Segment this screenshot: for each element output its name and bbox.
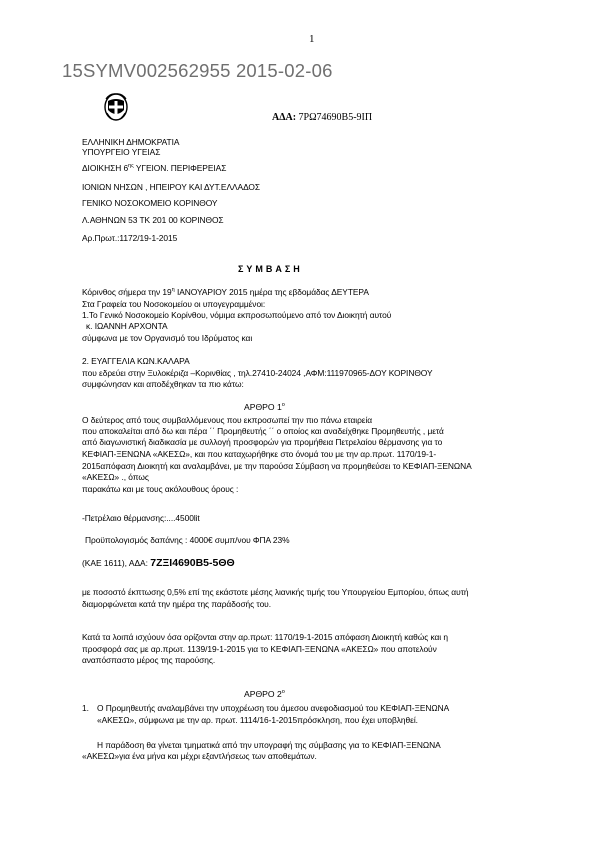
intro-line: κ. ΙΩΑΝΝΗ ΑΡΧΟΝΤΑ — [86, 321, 168, 331]
ada-label: ΑΔΑ: — [272, 112, 297, 123]
article1-line: ΚΕΦΙΑΠ-ΞΕΝΩΝΑ «ΑΚΕΣΩ», και που καταχωρήθηκε στο όνομά του με την αρ.πρωτ. 1170/19-1- — [82, 449, 437, 459]
date-line: Κόρινθος σήμερα την $19^\eta$ ΙΑΝΟΥΑΡΙΟΥ 2015 ημέρα της εβδομάδας ΔΕΥΤΕΡΑ — [82, 287, 369, 297]
discount-line: με ποσοστό έκπτωσης 0,5% επί της εκάστοτε μέσης λιανικής τιμής του Υπουργείου Εμπορίου, όπως αυτή — [82, 587, 469, 597]
validity-line: Κατά τα λοιπά ισχύουν όσα ορίζονται στην αρ.πρωτ: 1170/19-1-2015 απόφαση Διοικητή καθώς και η — [82, 632, 448, 642]
article2-heading: ΑΡΘΡΟ $2^o$ — [244, 689, 285, 699]
intro-line: 1.Το Γενικό Νοσοκομείο Κορίνθου, νόμιμα εκπροσωπούμενο από τον Διοικητή αυτού — [82, 310, 392, 320]
kae-line: (ΚΑΕ 1611), ΑΔΑ: 7ΖΞΙ4690Β5-5ΘΘ — [82, 557, 235, 569]
party2-line: που εδρεύει στην Ξυλοκέριζα –Κορινθίας , τηλ.27410-24024 ,ΑΦΜ:111970965-ΔΟΥ ΚΟΡΙΝΘΟΥ — [82, 368, 433, 378]
party2-line: 2. ΕΥΑΓΓΕΛΙΑ ΚΩΝ.ΚΑΛΑΡΑ — [82, 356, 190, 366]
intro-line: σύμφωνα με τον Οργανισμό του Ιδρύματος και — [82, 333, 253, 343]
document-id-watermark: 15SYMV002562955 2015-02-06 — [62, 60, 333, 81]
ada-value: 7ΡΩ74690Β5-9ΙΠ — [298, 112, 373, 123]
article2-item-line: Ο Προμηθευτής αναλαμβάνει την υποχρέωση του άμεσου ανεφοδιασμού του ΚΕΦΙΑΠ-ΞΕΝΩΝΑ — [97, 703, 450, 713]
greek-coat-of-arms-icon — [104, 91, 128, 121]
article1-line: Ο δεύτερος από τους συμβαλλόμενους που εκπροσωπεί την πιο πάνω εταιρεία — [82, 415, 373, 425]
article2-item-number: 1. — [82, 703, 89, 713]
article1-line: «ΑΚΕΣΩ» ., όπως — [82, 472, 149, 482]
header-health-region: ΔΙΟΙΚΗΣΗ $6^{\eta\varsigma}$ ΥΓΕΙΟΝ. ΠΕΡΙΦΕΡΕΙΑΣ — [82, 163, 227, 173]
budget-line: Προϋπολογισμός δαπάνης : 4000€ συμπ/νου ΦΠΑ 23% — [85, 535, 290, 545]
delivery-line: Η παράδοση θα γίνεται τμηματικά από την υπογραφή της σύμβασης για το ΚΕΦΙΑΠ-ΞΕΝΩΝΑ — [97, 740, 441, 750]
discount-line: διαμορφώνεται κατά την ημέρα της παράδοσής του. — [82, 599, 271, 609]
validity-line: αναπόσπαστο μέρος της παρούσης. — [82, 655, 216, 665]
header-line: ΙΟΝΙΩΝ ΝΗΣΩΝ , ΗΠΕΙΡΟΥ ΚΑΙ ΔΥΤ.ΕΛΛΑΔΟΣ — [82, 182, 261, 192]
article1-line: 2015απόφαση Διοικητή και αναλαμβάνει, με την παρούσα Σύμβαση να προμηθεύσει το ΚΕΦΙΑΠ-ΞΕΝΩΝΑ — [82, 461, 472, 471]
ada-reference — [272, 112, 372, 123]
header-line: Λ.ΑΘΗΝΩΝ 53 ΤΚ 201 00 ΚΟΡΙΝΘΟΣ — [82, 215, 224, 225]
article1-line: παρακάτω και με τους ακόλουθους όρους : — [82, 484, 239, 494]
page-number: 1 — [309, 33, 315, 45]
party2-line: συμφώνησαν και αποδέχθηκαν τα πιο κάτω: — [82, 379, 244, 389]
article1-heading: ΑΡΘΡΟ $1^o$ — [244, 402, 285, 412]
article1-line: από διαγωνιστική διαδικασία με συλλογή προσφορών για προμήθεια Πετρελαίου θέρμανσης για το — [82, 437, 443, 447]
delivery-line: «ΑΚΕΣΩ»για ένα μήνα και μέχρι εξαντλήσεως των αποθεμάτων. — [82, 751, 317, 761]
validity-line: προσφορά σας με αρ.πρωτ. 1139/19-1-2015 για το ΚΕΦΙΑΠ-ΞΕΝΩΝΑ «ΑΚΕΣΩ» που αποτελούν — [82, 644, 437, 654]
intro-line: Στα Γραφεία του Νοσοκομείου οι υπογεγραμμένοι: — [82, 299, 266, 309]
fuel-quantity: -Πετρέλαιο θέρμανσης:....4500lit — [82, 513, 200, 523]
article1-line: που αποκαλείται από δω και πέρα ΄΄ Προμηθευτής ΄΄ ο οποίος και αναδείχθηκε Προμηθευτής , μετά — [82, 426, 444, 436]
protocol-number: Αρ.Πρωτ.:1172/19-1-2015 — [82, 233, 178, 243]
article2-item-line: «ΑΚΕΣΩ», σύμφωνα με την αρ. πρωτ. 1114/16-1-2015πρόσκληση, που έχει υποβληθεί. — [97, 715, 418, 725]
document-title: ΣΥΜΒΑΣΗ — [238, 264, 303, 274]
header-line: ΕΛΛΗΝΙΚΗ ΔΗΜΟΚΡΑΤΙΑ — [82, 137, 180, 147]
header-line: ΓΕΝΙΚΟ ΝΟΣΟΚΟΜΕΙΟ ΚΟΡΙΝΘΟΥ — [82, 198, 218, 208]
kae-ada-code: 7ΖΞΙ4690Β5-5ΘΘ — [150, 557, 235, 569]
header-line: ΥΠΟΥΡΓΕΙΟ ΥΓΕΙΑΣ — [82, 147, 161, 157]
